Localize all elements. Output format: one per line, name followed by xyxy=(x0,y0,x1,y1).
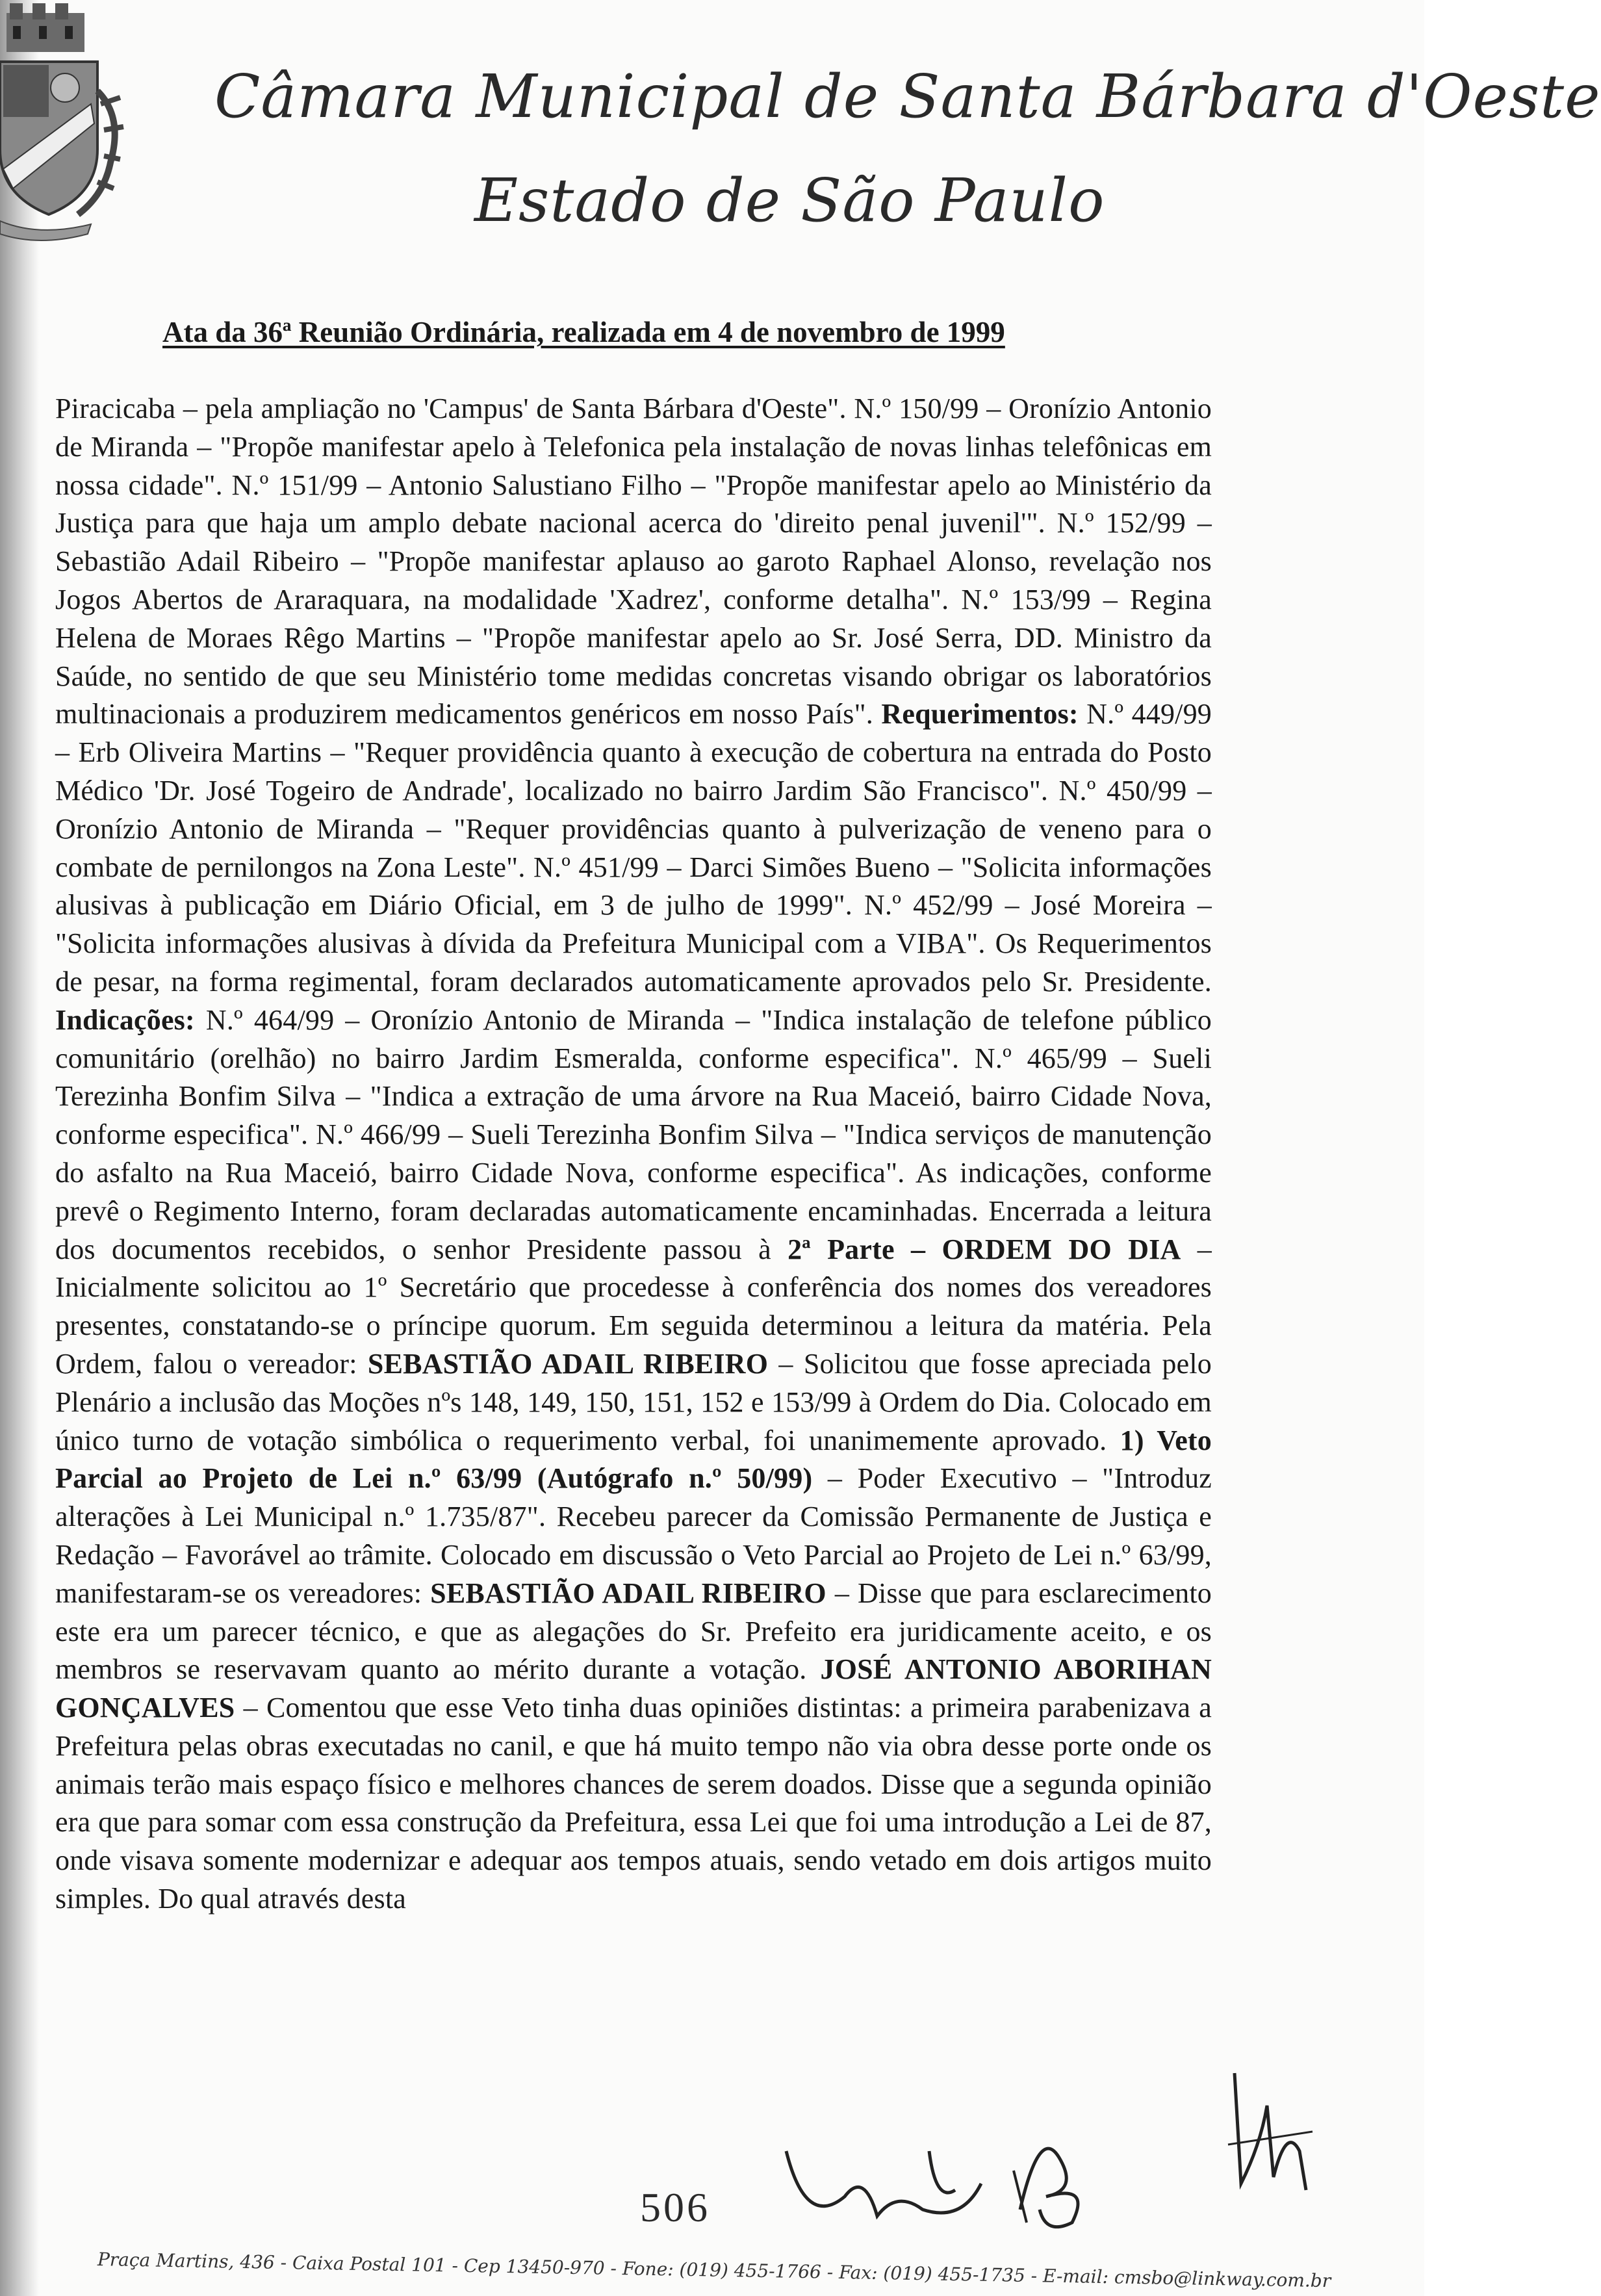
section-label-requerimentos: Requerimentos: xyxy=(881,698,1079,730)
document-title: Ata da 36ª Reunião Ordinária, realizada em 4 de novembro de 1999 xyxy=(162,316,1005,348)
speaker-name: SEBASTIÃO ADAIL RIBEIRO xyxy=(367,1347,769,1380)
header-chamber-name: Câmara Municipal de Santa Bárbara d'Oeste xyxy=(214,62,1601,131)
body-paragraph: – Inicialmente solicitou ao 1º Secretário que procedesse à conferência dos nomes dos vereadores presentes, constatando-se o príncipe quorum. Em seguida determinou a leitura da matéria. Pela Ordem, falou o vereador: xyxy=(55,1233,1212,1380)
signature-icon xyxy=(767,2112,1131,2236)
footer-contact: Praça Martins, 436 - Caixa Postal 101 - Cep 13450-970 - Fone: (019) 455-1766 - Fax: (019) 455-1735 - E-mail: cmsbo@linkway.com.br xyxy=(97,2249,1331,2292)
scan-edge-shadow xyxy=(0,0,39,2296)
document-body xyxy=(55,390,1212,1918)
body-paragraph: – Poder Executivo – "Introduz alterações à Lei Municipal n.º 1.735/87". Recebeu parecer da Comissão Permanente de Justiça e Redação – Favorável ao trâmite. Colocado em discussão o Veto Parcial ao Projeto de Lei n.º 63/99, manifestaram-se os vereadores: xyxy=(55,1462,1212,1609)
speaker-name: SEBASTIÃO ADAIL RIBEIRO xyxy=(430,1577,826,1609)
section-label-indicacoes: Indicações: xyxy=(55,1003,195,1036)
section-label-ordem-do-dia: 2ª Parte – ORDEM DO DIA xyxy=(788,1233,1181,1265)
body-paragraph: N.º 464/99 – Oronízio Antonio de Miranda – "Indica instalação de telefone público comunitário (orelhão) no bairro Jardim Esmeralda, conforme especifica". N.º 465/99 – Sueli Terezinha Bonfim Silva – "Indica a extração de uma árvore na Rua Maceió, bairro Cidade Nova, conforme especifica". N.º 466/99 – Sueli Terezinha Bonfim Silva – "Indica serviços de manutenção do asfalto na Rua Maceió, bairro Cidade Nova, conforme especifica". As indicações, conforme prevê o Regimento Interno, foram declaradas automaticamente encaminhadas. Encerrada a leitura dos documentos recebidos, o senhor Presidente passou à xyxy=(55,1003,1212,1265)
page-number: 506 xyxy=(640,2184,710,2230)
body-paragraph: N.º 449/99 – Erb Oliveira Martins – "Requer providência quanto à execução de cobertura na entrada do Posto Médico 'Dr. José Togeiro de Andrade', localizado no bairro Jardim São Francisco". N.º 450/99 – Oronízio Antonio de Miranda – "Requer providências quanto à pulverização de veneno para o combate de pernilongos na Zona Leste". N.º 451/99 – Darci Simões Bueno – "Solicita informações alusivas à publicação em Diário Oficial, em 3 de julho de 1999". N.º 452/99 – José Moreira – "Solicita informações alusivas à dívida da Prefeitura Municipal com a VIBA". Os Requerimentos de pesar, na forma regimental, foram declarados automaticamente aprovados pelo Sr. Presidente. xyxy=(55,698,1212,998)
body-paragraph: – Comentou que esse Veto tinha duas opiniões distintas: a primeira parabenizava a Prefeitura pelas obras executadas no canil, e que há muito tempo não via obra desse porte onde os animais terão mais espaço físico e melhores chances de serem doados. Disse que a segunda opinião era que para somar com essa construção da Prefeitura, essa Lei que foi uma introdução a Lei de 87, onde visava somente modernizar e adequar aos tempos atuais, sendo vetado em dois artigos muito simples. Do qual através desta xyxy=(55,1692,1212,1915)
speaker-name: JOSÉ ANTONIO ABORIHAN GONÇALVES xyxy=(55,1653,1212,1724)
signature-icon xyxy=(1222,2067,1319,2197)
body-paragraph: – Disse que para esclarecimento este era um parecer técnico, e que as alegações do Sr. Prefeito era juridicamente aceito, e os membros se reservavam quanto ao mérito durante a votação. xyxy=(55,1577,1212,1686)
agenda-item-veto: 1) Veto Parcial ao Projeto de Lei n.º 63/99 (Autógrafo n.º 50/99) xyxy=(55,1424,1212,1495)
body-paragraph: – Solicitou que fosse apreciada pelo Plenário a inclusão das Moções nºs 148, 149, 150, 151, 152 e 153/99 à Ordem do Dia. Colocado em único turno de votação simbólica o requerimento verbal, foi unanimemente aprovado. xyxy=(55,1347,1212,1456)
header-state-name: Estado de São Paulo xyxy=(474,166,1105,235)
municipal-crest-icon xyxy=(0,0,130,240)
body-paragraph: Piracicaba – pela ampliação no 'Campus' de Santa Bárbara d'Oeste". N.º 150/99 – Oronízio Antonio de Miranda – "Propõe manifestar apelo à Telefonica pela instalação de novas linhas telefônicas em nossa cidade". N.º 151/99 – Antonio Salustiano Filho – "Propõe manifestar apelo ao Ministério da Justiça para que haja um amplo debate nacional acerca do 'direito penal juvenil'". N.º 152/99 – Sebastião Adail Ribeiro – "Propõe manifestar aplauso ao garoto Raphael Alonso, revelação nos Jogos Abertos de Araraquara, na modalidade 'Xadrez', conforme detalha". N.º 153/99 – Regina Helena de Moraes Rêgo Martins – "Propõe manifestar apelo ao Sr. José Serra, DD. Ministro da Saúde, no sentido de que seu Ministério tome medidas concretas visando obrigar os laboratórios multinacionais a produzirem medicamentos genéricos em nosso País". xyxy=(55,393,1212,730)
